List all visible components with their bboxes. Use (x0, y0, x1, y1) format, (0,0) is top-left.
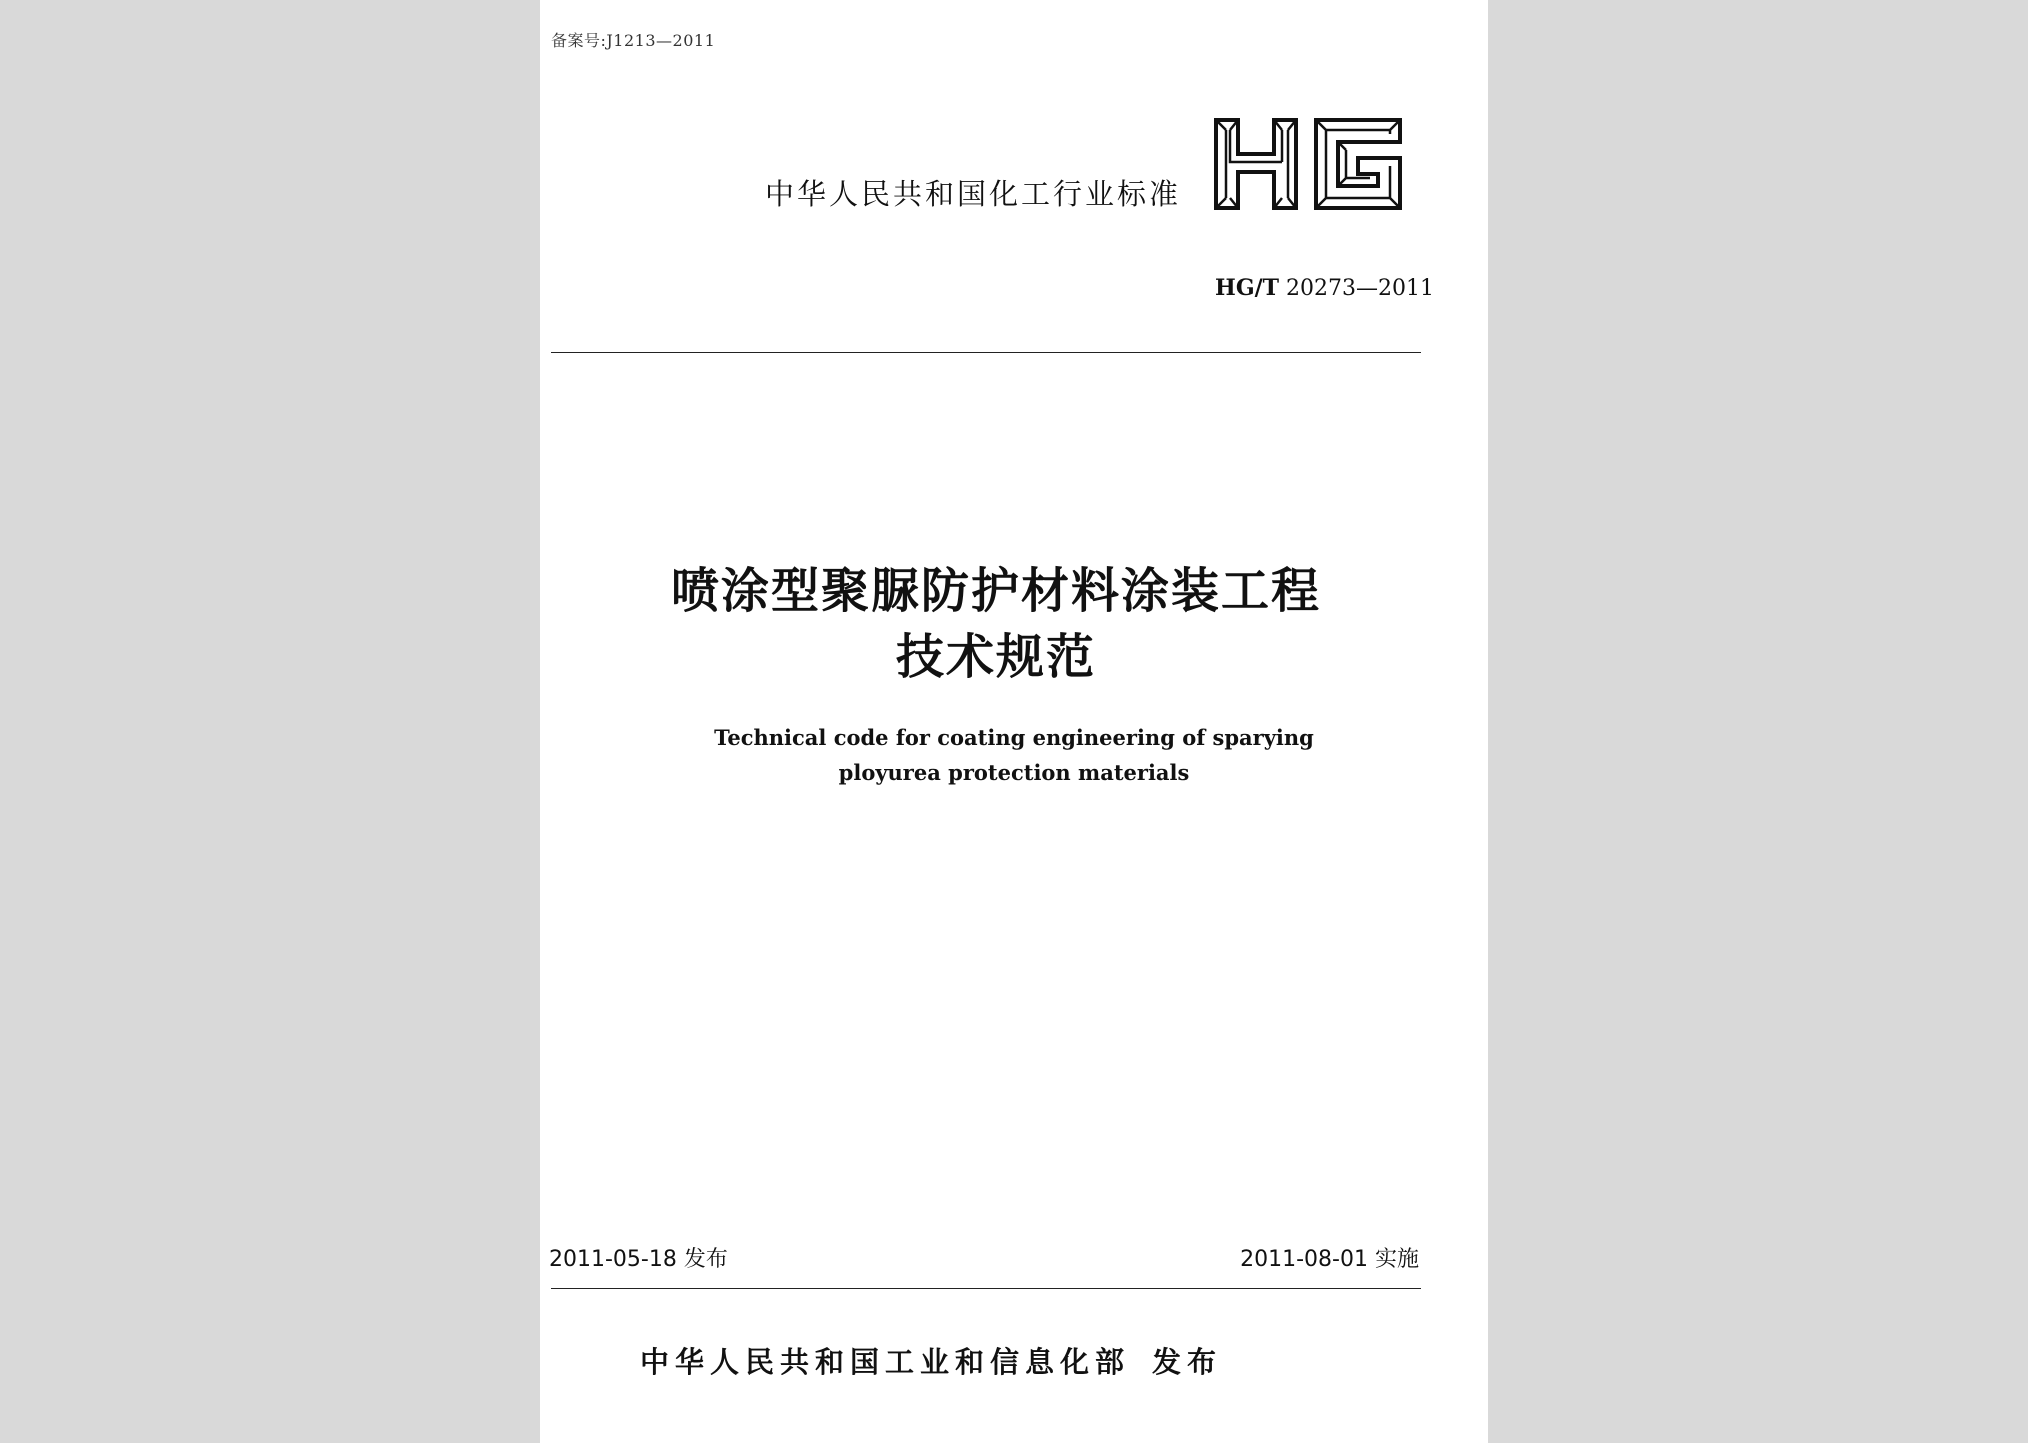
standard-code-prefix: HG/T (1215, 275, 1280, 301)
top-divider (551, 352, 1421, 353)
record-number: 备案号:J1213—2011 (551, 31, 716, 50)
title-en-line1: Technical code for coating engineering of sparying (714, 725, 1314, 750)
publisher (640, 1340, 1222, 1381)
standard-number (1215, 275, 1434, 301)
document-page (540, 0, 1488, 1443)
issue-date-value: 2011-05-18 (549, 1247, 677, 1272)
issue-date (549, 1242, 728, 1273)
title-cn-line1: 喷涂型聚脲防护材料涂装工程 (670, 563, 1321, 619)
hg-logo-icon (1212, 116, 1404, 212)
standard-code-number: 20273—2011 (1286, 276, 1434, 301)
bottom-divider (551, 1288, 1421, 1289)
industry-standard-label: 中华人民共和国化工行业标准 (765, 177, 1182, 211)
implementation-date-label: 实施 (1374, 1247, 1419, 1272)
publisher-suffix: 发布 (1152, 1345, 1223, 1379)
title-cn-line2: 技术规范 (895, 629, 1096, 685)
implementation-date-value: 2011-08-01 (1240, 1247, 1368, 1272)
publisher-name: 中华人民共和国工业和信息化部 (640, 1345, 1131, 1379)
title-en-line2: ployurea protection materials (838, 760, 1190, 785)
implementation-date (1240, 1242, 1419, 1273)
issue-date-label: 发布 (683, 1247, 728, 1272)
